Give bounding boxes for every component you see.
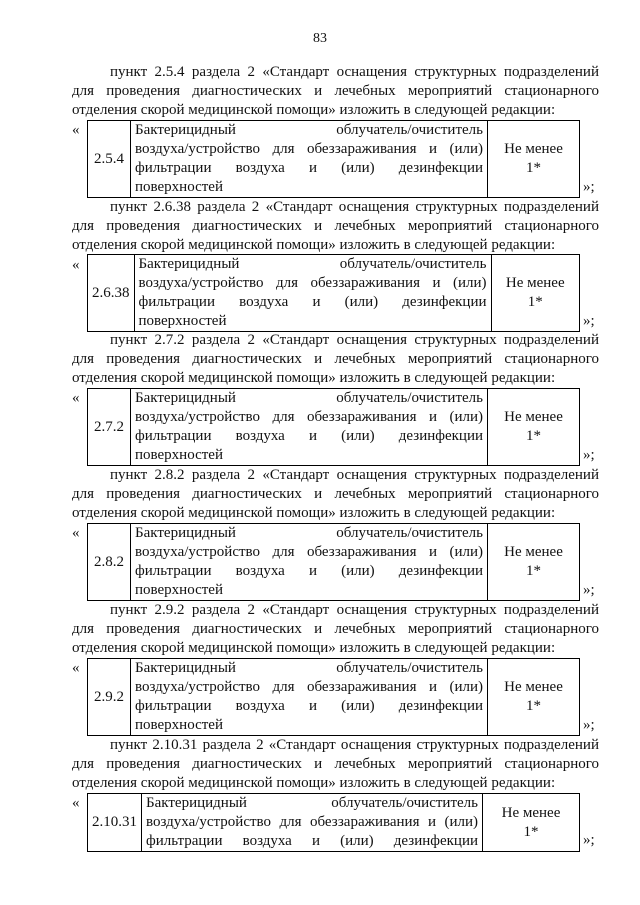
close-quote: »; [583, 179, 595, 195]
item-code: 2.7.2 [88, 389, 131, 466]
item-code: 2.9.2 [88, 659, 131, 736]
item-code: 2.5.4 [88, 121, 131, 198]
equipment-table [87, 523, 580, 601]
equipment-table [87, 254, 580, 332]
item-code: 2.10.31 [88, 794, 142, 852]
close-quote: »; [583, 582, 595, 598]
item-description: Бактерицидный облучатель/очиститель воздуха/устройство для обеззараживания и (или) фильтрации воздуха и (или) дезинфекции поверхностей [131, 121, 488, 198]
item-description: Бактерицидный облучатель/очиститель воздуха/устройство для обеззараживания и (или) фильтрации воздуха и (или) дезинфекции [142, 794, 483, 852]
item-quantity: Не менее 1* [483, 794, 580, 852]
amendment-paragraph: пункт 2.10.31 раздела 2 «Стандарт оснащения структурных подразделений для проведения диагностических и лечебных мероприятий стационарного отделения скорой медицинской помощи» изложить в следующей редакции: [72, 737, 599, 791]
amendment-paragraph: пункт 2.5.4 раздела 2 «Стандарт оснащения структурных подразделений для проведения диагностических и лечебных мероприятий стационарного отделения скорой медицинской помощи» изложить в следующей редакции: [72, 64, 599, 118]
equipment-table [87, 388, 580, 466]
item-quantity: Не менее 1* [488, 659, 580, 736]
close-quote: »; [583, 447, 595, 463]
page-number: 83 [313, 31, 327, 46]
item-quantity: Не менее 1* [491, 255, 580, 332]
item-code: 2.8.2 [88, 524, 131, 601]
item-description: Бактерицидный облучатель/очиститель воздуха/устройство для обеззараживания и (или) фильтрации воздуха и (или) дезинфекции поверхностей [134, 255, 491, 332]
open-quote: « [72, 257, 80, 273]
close-quote: »; [583, 832, 595, 848]
amendment-paragraph: пункт 2.8.2 раздела 2 «Стандарт оснащения структурных подразделений для проведения диагностических и лечебных мероприятий стационарного отделения скорой медицинской помощи» изложить в следующей редакции: [72, 467, 599, 521]
table-row [88, 255, 580, 332]
item-quantity: Не менее 1* [488, 389, 580, 466]
open-quote: « [72, 525, 80, 541]
item-quantity: Не менее 1* [488, 524, 580, 601]
table-row [88, 121, 580, 198]
item-description: Бактерицидный облучатель/очиститель воздуха/устройство для обеззараживания и (или) фильтрации воздуха и (или) дезинфекции поверхностей [131, 524, 488, 601]
amendment-paragraph: пункт 2.9.2 раздела 2 «Стандарт оснащения структурных подразделений для проведения диагностических и лечебных мероприятий стационарного отделения скорой медицинской помощи» изложить в следующей редакции: [72, 602, 599, 656]
equipment-table [87, 793, 580, 852]
item-description: Бактерицидный облучатель/очиститель воздуха/устройство для обеззараживания и (или) фильтрации воздуха и (или) дезинфекции поверхностей [131, 659, 488, 736]
open-quote: « [72, 795, 80, 811]
table-row [88, 659, 580, 736]
item-quantity: Не менее 1* [488, 121, 580, 198]
item-description: Бактерицидный облучатель/очиститель воздуха/устройство для обеззараживания и (или) фильтрации воздуха и (или) дезинфекции поверхностей [131, 389, 488, 466]
amendment-paragraph: пункт 2.7.2 раздела 2 «Стандарт оснащения структурных подразделений для проведения диагностических и лечебных мероприятий стационарного отделения скорой медицинской помощи» изложить в следующей редакции: [72, 332, 599, 386]
open-quote: « [72, 390, 80, 406]
table-row [88, 389, 580, 466]
open-quote: « [72, 660, 80, 676]
equipment-table [87, 120, 580, 198]
amendment-paragraph: пункт 2.6.38 раздела 2 «Стандарт оснащения структурных подразделений для проведения диагностических и лечебных мероприятий стационарного отделения скорой медицинской помощи» изложить в следующей редакции: [72, 199, 599, 253]
table-row [88, 794, 580, 852]
item-code: 2.6.38 [88, 255, 135, 332]
open-quote: « [72, 122, 80, 138]
table-row [88, 524, 580, 601]
close-quote: »; [583, 313, 595, 329]
close-quote: »; [583, 717, 595, 733]
equipment-table [87, 658, 580, 736]
